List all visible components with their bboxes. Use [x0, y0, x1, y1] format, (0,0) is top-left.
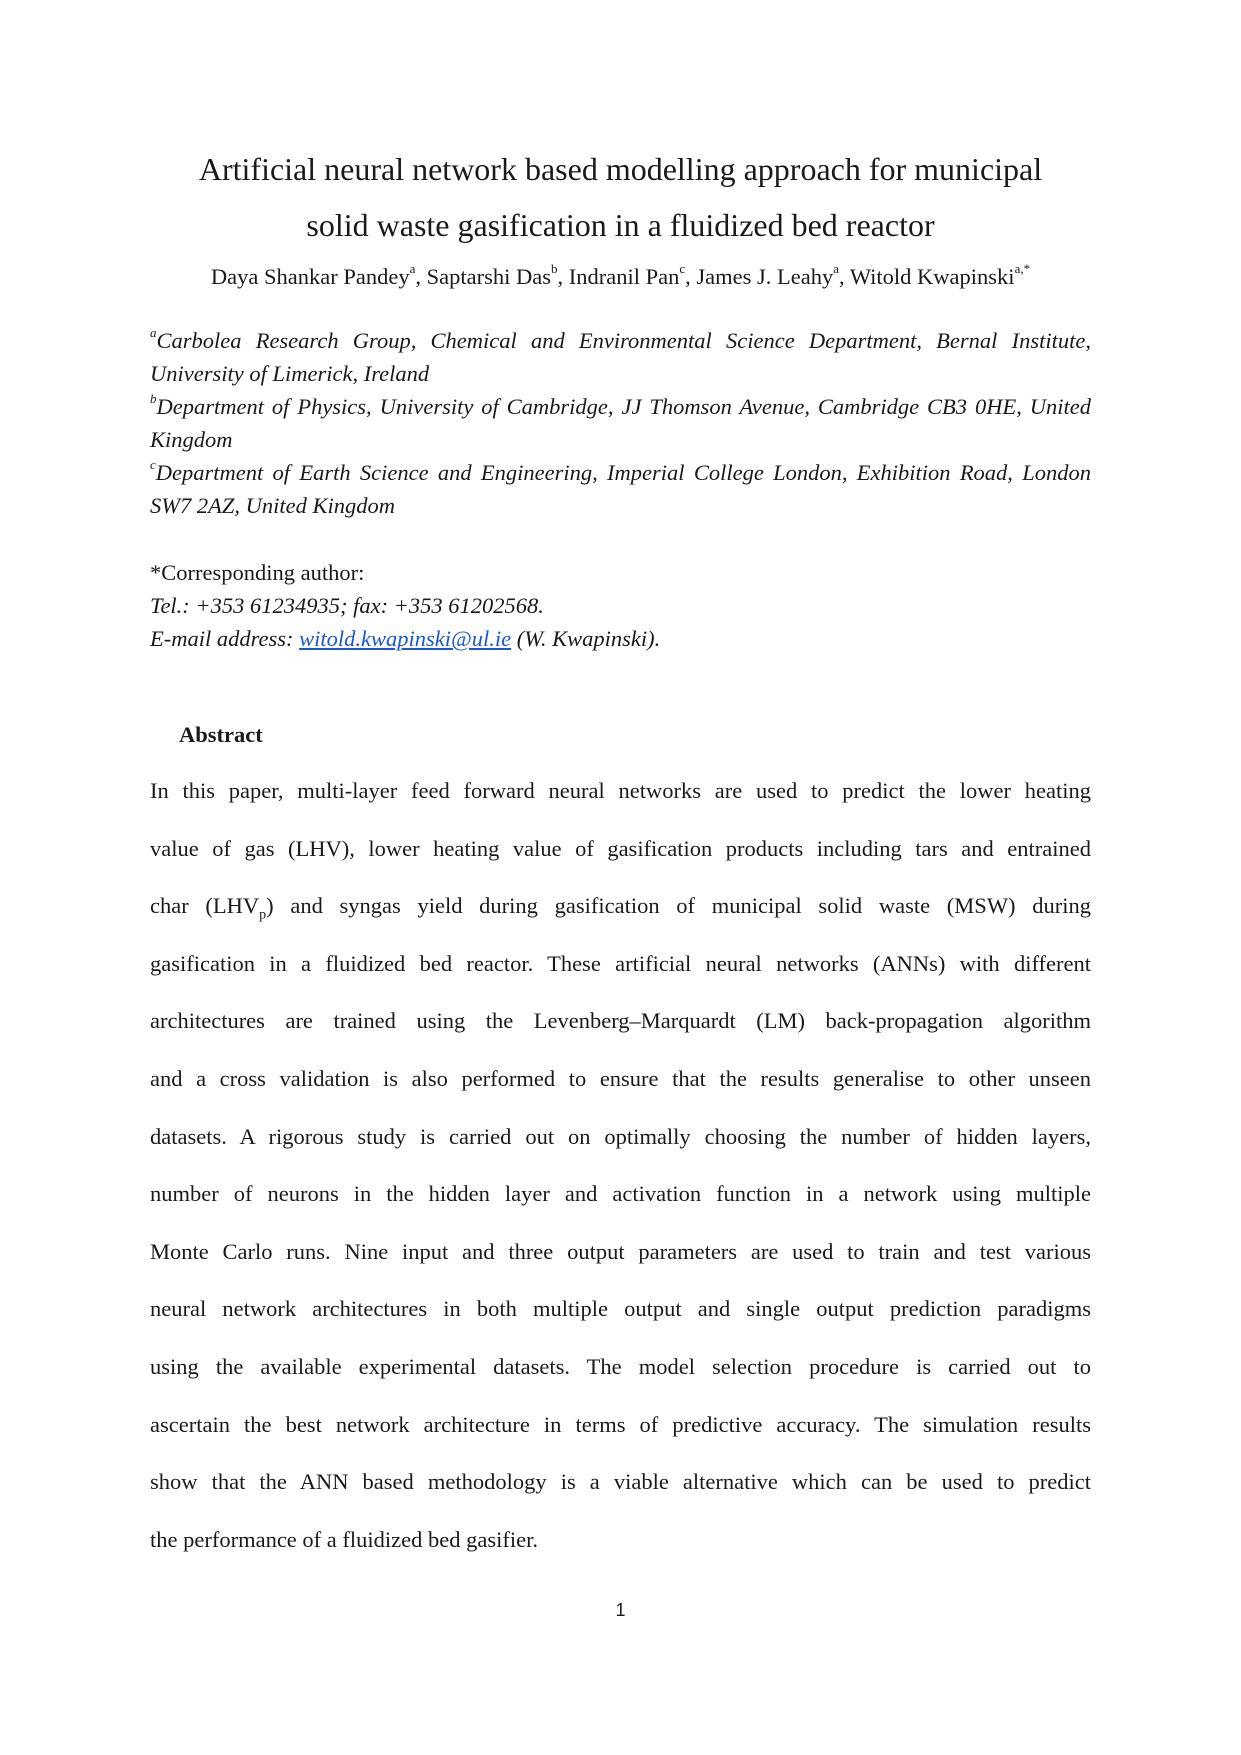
abstract-line: value of gas (LHV), lower heating value of gasification products including tars and entrained: [150, 835, 1091, 861]
abstract-line: gasification in a fluidized bed reactor. These artificial neural networks (ANNs) with different: [150, 950, 1091, 976]
page-number: 1: [615, 1600, 626, 1620]
author-separator: ,: [557, 264, 569, 289]
abstract-line: the performance of a fluidized bed gasifier.: [150, 1526, 538, 1552]
author-name: Daya Shankar Pandey: [210, 264, 410, 289]
author-affiliation-mark: a: [409, 260, 416, 276]
email-suffix: (W. Kwapinski).: [511, 626, 661, 651]
author-name: Saptarshi Das: [426, 264, 551, 289]
affiliation-text: Carbolea Research Group, Chemical and Environmental Science Department, Bernal Institute, University of Limerick, Ireland: [150, 328, 1091, 386]
abstract-line: char $(LHV_p)$ and syngas yield during gasification of municipal solid waste (MSW) during: [150, 893, 1091, 923]
subscript: p: [259, 907, 267, 923]
affiliation-mark: b: [150, 390, 157, 406]
abstract-line: architectures are trained using the Levenberg–Marquardt (LM) back-propagation algorithm: [150, 1008, 1091, 1034]
author-separator: ,: [685, 264, 697, 289]
author-name: Witold Kwapinski: [849, 264, 1015, 289]
affiliation-text: Department of Earth Science and Engineering, Imperial College London, Exhibition Road, London SW7 2AZ, United Kingdom: [150, 460, 1091, 518]
author-affiliation-mark: c: [679, 260, 686, 276]
abstract-line: ascertain the best network architecture in terms of predictive accuracy. The simulation results: [150, 1411, 1091, 1437]
affiliation-b: [150, 390, 1091, 456]
affiliation-c: [150, 456, 1091, 522]
author-affiliation-mark: a: [833, 260, 839, 276]
paper-title: [150, 141, 1091, 253]
abstract-line: datasets. A rigorous study is carried out on optimally choosing the number of hidden layers,: [150, 1123, 1091, 1149]
corresponding-author-label: *Corresponding author:: [150, 560, 365, 585]
abstract-line: and a cross validation is also performed to ensure that the results generalise to other unseen: [150, 1065, 1091, 1091]
affiliation-text: Department of Physics, University of Cambridge, JJ Thomson Avenue, Cambridge CB3 0HE, United Kingdom: [150, 394, 1091, 452]
corresponding-phone: Tel.: +353 61234935; fax: +353 61202568.: [150, 593, 544, 618]
abstract-line: neural network architectures in both multiple output and single output prediction paradigms: [150, 1296, 1091, 1322]
abstract-line: number of neurons in the hidden layer and activation function in a network using multiple: [150, 1181, 1091, 1207]
abstract-line: In this paper, multi-layer feed forward neural networks are used to predict the lower heating: [150, 778, 1091, 803]
author-name: James J. Leahy: [696, 264, 834, 289]
affiliation-a: [150, 324, 1091, 390]
author-name: Indranil Pan: [568, 264, 680, 289]
email-link[interactable]: witold.kwapinski@ul.ie: [299, 626, 512, 651]
title-line-1: Artificial neural network based modelling approach for municipal: [198, 151, 1043, 187]
abstract-heading: Abstract: [179, 722, 263, 747]
abstract-line: using the available experimental datasets. The model selection procedure is carried out to: [150, 1353, 1091, 1379]
author-separator: ,: [415, 264, 427, 289]
affiliation-mark: a: [150, 324, 157, 340]
corresponding-email-line: [150, 622, 1091, 655]
author-list: [150, 262, 1091, 292]
affiliation-mark: c: [150, 456, 156, 472]
corresponding-author-block: [150, 556, 1091, 655]
email-prefix: E-mail address:: [150, 626, 300, 651]
abstract-line: show that the ANN based methodology is a viable alternative which can be used to predict: [150, 1469, 1091, 1495]
abstract-body: [150, 762, 1091, 1568]
author-affiliation-mark: b: [550, 260, 558, 276]
affiliation-list: [150, 324, 1091, 522]
author-affiliation-mark: a,*: [1014, 260, 1031, 276]
abstract-line: Monte Carlo runs. Nine input and three output parameters are used to train and test various: [150, 1238, 1091, 1264]
title-line-2: solid waste gasification in a fluidized bed reactor: [306, 207, 935, 243]
author-separator: ,: [839, 264, 850, 289]
